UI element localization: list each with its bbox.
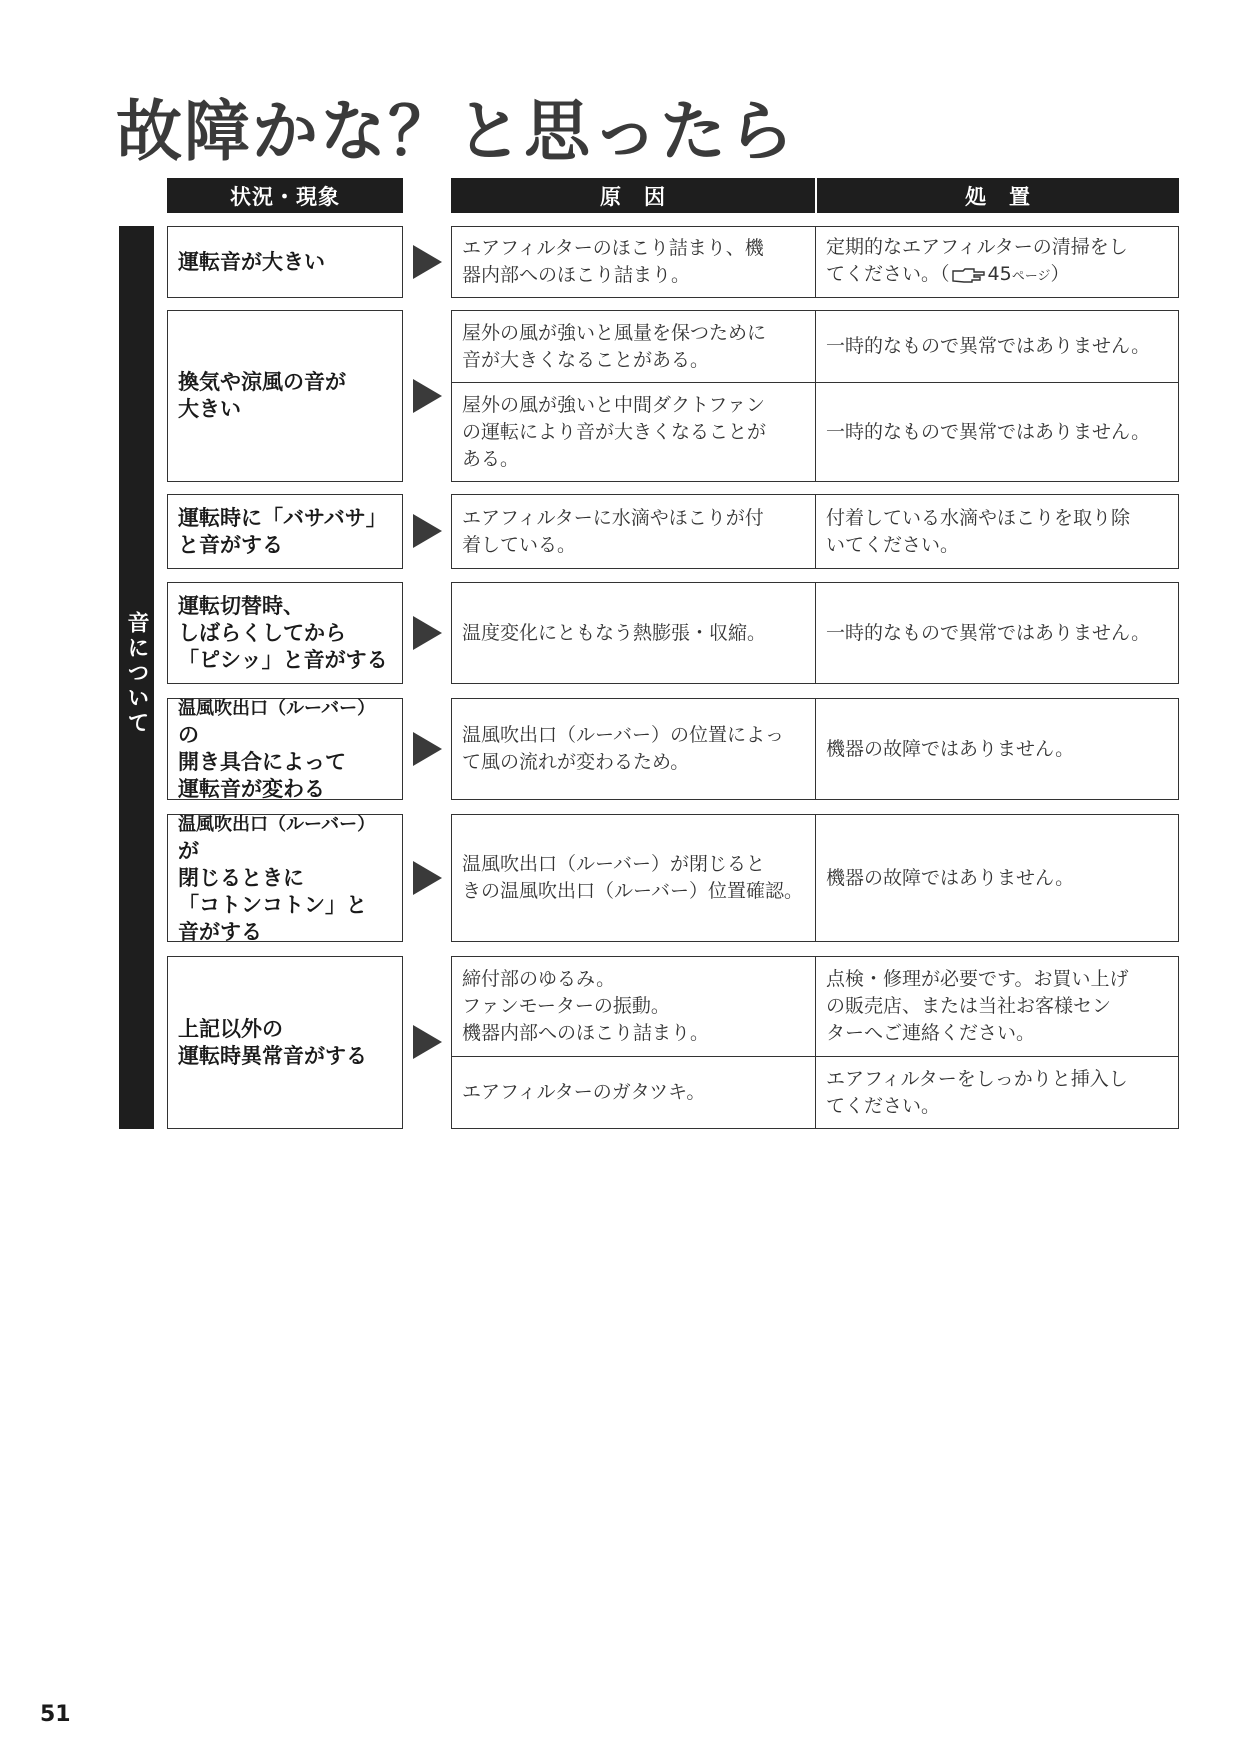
cause-remedy-block — [451, 698, 1179, 800]
cause-text: エアフィルターに水滴やほこりが付 着している。 — [462, 506, 764, 556]
situation-text: 温風吹出口（ルーバー）が 閉じるときに 「コトンコトン」と 音がする — [178, 813, 376, 944]
section-label: 音について — [124, 611, 149, 736]
cause-cell — [452, 815, 816, 941]
cause-remedy-block — [451, 310, 1179, 482]
table-row — [452, 583, 1178, 683]
remedy-text: 機器の故障ではありません。 — [826, 866, 1075, 889]
cause-remedy-block — [451, 814, 1179, 942]
remedy-text: エアフィルターをしっかりと挿入し てください。 — [826, 1067, 1128, 1117]
arrow-right-icon — [413, 245, 442, 279]
header-remedy: 処 置 — [817, 178, 1179, 213]
cause-text: 温風吹出口（ルーバー）の位置によっ て風の流れが変わるため。 — [462, 724, 785, 773]
page-number: 51 — [40, 1702, 71, 1727]
situation-cell — [167, 226, 403, 298]
cause-cell — [452, 583, 816, 683]
reference-page-label: ページ — [1011, 269, 1051, 284]
reference-page-number[interactable]: 45 — [987, 263, 1012, 285]
remedy-text: 一時的なもので異常ではありません。 — [826, 335, 1151, 357]
remedy-cell — [816, 311, 1178, 382]
arrow-right-icon — [413, 514, 442, 548]
remedy-cell — [816, 495, 1178, 568]
cause-text: エアフィルターのほこり詰まり、機 器内部へのほこり詰まり。 — [462, 237, 764, 286]
cause-cell — [452, 227, 816, 297]
situation-text: 運転切替時、 しばらくしてから 「ピシッ」と音がする — [178, 593, 388, 672]
remedy-cell — [816, 227, 1178, 297]
remedy-cell — [816, 957, 1178, 1056]
cause-remedy-block — [451, 956, 1179, 1129]
situation-cell — [167, 698, 403, 800]
remedy-text: 一時的なもので異常ではありません。 — [826, 420, 1151, 443]
remedy-text: 点検・修理が必要です。お買い上げ の販売店、または当社お客様セン ターへご連絡ください。 — [826, 968, 1129, 1044]
situation-cell — [167, 494, 403, 569]
cause-cell — [452, 699, 816, 799]
cause-text: 締付部のゆるみ。 ファンモーターの振動。 機器内部へのほこり詰まり。 — [462, 968, 710, 1044]
remedy-text: 機器の故障ではありません。 — [826, 737, 1075, 760]
remedy-text — [826, 234, 1128, 290]
cause-text: エアフィルターのガタツキ。 — [462, 1081, 706, 1103]
section-side-bar — [119, 226, 154, 1129]
remedy-text: 付着している水滴やほこりを取り除 いてください。 — [826, 506, 1131, 556]
arrow-right-icon — [413, 379, 442, 413]
remedy-cell — [816, 699, 1178, 799]
header-situation: 状況・現象 — [167, 178, 403, 213]
remedy-cell — [816, 1057, 1178, 1128]
table-row — [452, 311, 1178, 382]
cause-text: 屋外の風が強いと風量を保つために 音が大きくなることがある。 — [462, 321, 767, 371]
page-title: 故障かな？と思ったら — [116, 93, 796, 170]
table-row — [452, 699, 1178, 799]
table-row — [452, 495, 1178, 568]
table-row — [452, 815, 1178, 941]
table-row — [452, 1056, 1178, 1128]
cause-cell — [452, 495, 816, 568]
remedy-cell — [816, 815, 1178, 941]
situation-text: 換気や涼風の音が 大きい — [178, 370, 346, 421]
remedy-cell — [816, 383, 1178, 481]
cause-text: 屋外の風が強いと中間ダクトファン の運転により音が大きくなることが ある。 — [462, 393, 767, 470]
arrow-right-icon — [413, 861, 442, 895]
table-row — [452, 227, 1178, 297]
situation-text: 上記以外の 運転時異常音がする — [178, 1016, 367, 1068]
pointing-hand-icon — [952, 267, 986, 283]
cause-remedy-block — [451, 226, 1179, 298]
table-row — [452, 957, 1178, 1056]
cause-cell — [452, 311, 816, 382]
situation-cell — [167, 956, 403, 1129]
situation-text: 温風吹出口（ルーバー）の 開き具合によって 運転音が変わる — [178, 698, 376, 801]
remedy-cell — [816, 583, 1178, 683]
situation-text: 運転時に「バサバサ」 と音がする — [178, 505, 387, 557]
situation-cell — [167, 582, 403, 684]
header-cause: 原 因 — [451, 178, 815, 213]
cause-cell — [452, 1057, 816, 1128]
situation-cell — [167, 310, 403, 482]
reference-close-paren: ） — [1050, 263, 1070, 285]
remedy-text: 一時的なもので異常ではありません。 — [826, 621, 1151, 644]
cause-cell — [452, 957, 816, 1056]
cause-remedy-block — [451, 494, 1179, 569]
arrow-right-icon — [413, 732, 442, 766]
situation-text: 運転音が大きい — [178, 249, 325, 274]
remedy-text-main: 定期的なエアフィルターの清掃をし てください。（ — [826, 236, 1128, 285]
arrow-right-icon — [413, 616, 442, 650]
cause-remedy-block — [451, 582, 1179, 684]
table-row — [452, 382, 1178, 481]
arrow-right-icon — [413, 1025, 442, 1059]
situation-cell — [167, 814, 403, 942]
cause-text: 温度変化にともなう熱膨張・収縮。 — [462, 621, 767, 644]
cause-text: 温風吹出口（ルーバー）が閉じると きの温風吹出口（ルーバー）位置確認。 — [462, 853, 804, 902]
cause-cell — [452, 383, 816, 481]
